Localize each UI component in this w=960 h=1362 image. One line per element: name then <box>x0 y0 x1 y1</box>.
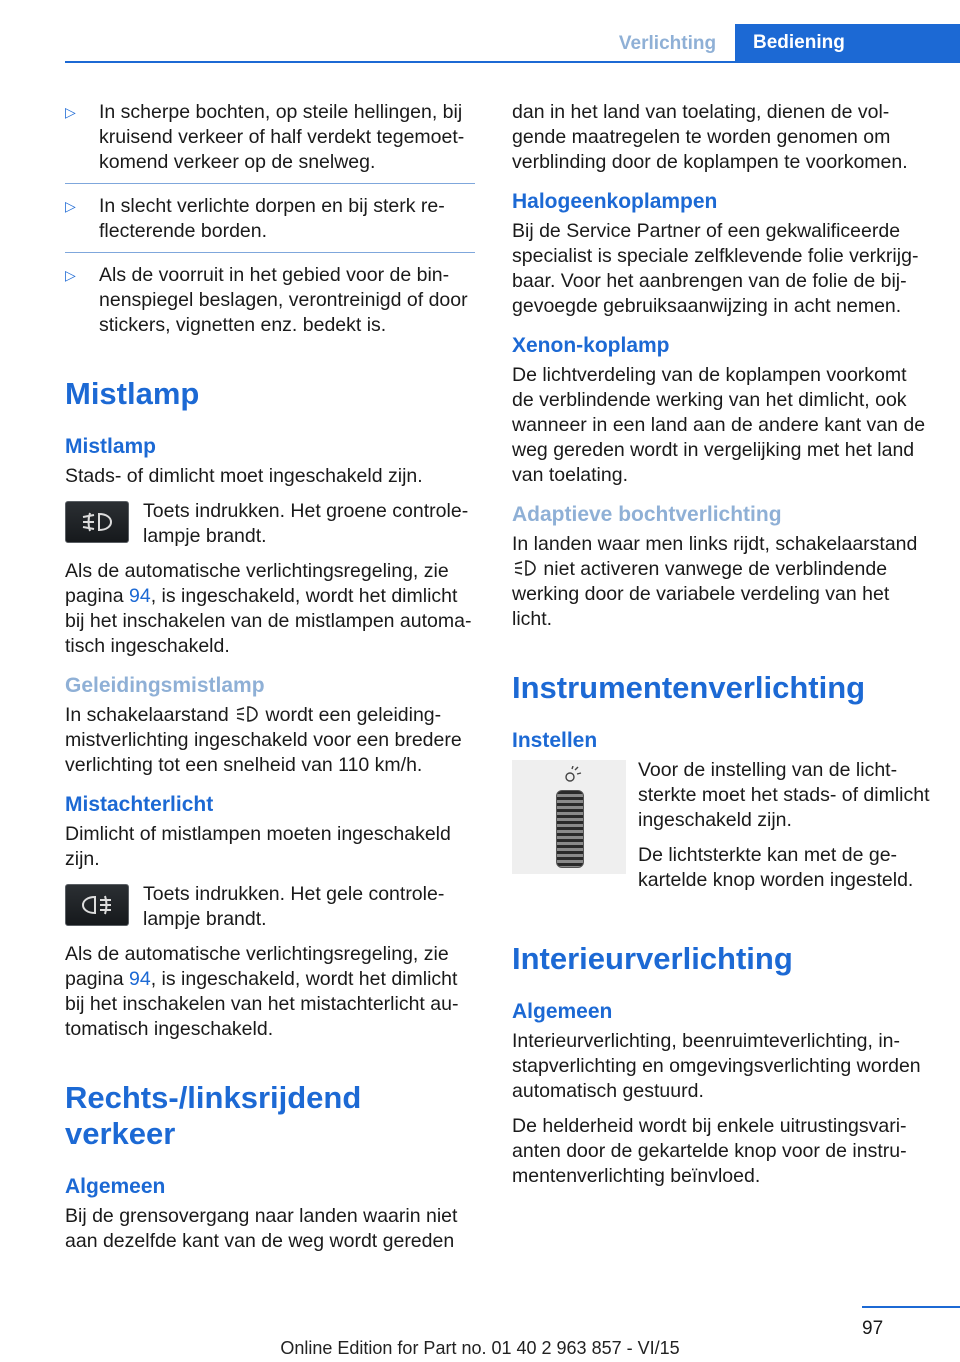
subheading-mistachterlicht: Mistachterlicht <box>65 793 214 816</box>
front-fog-lamp-icon <box>65 501 129 543</box>
paragraph: Bij de Service Partner of een gekwalificeerde specialist is speciale zelfklevende folie verkrijgbaar. Voor het aanbrengen van de folie de bijgevoegde gebruiksaanwijzing in acht nemen. <box>512 220 919 317</box>
heading-interieurverlichting: Interieurverlichting <box>512 941 793 976</box>
footer-rule <box>862 1306 960 1308</box>
knurled-knob <box>556 790 584 868</box>
paragraph: De helderheid wordt bij enkele uitrustingsvarianten door de gekartelde knop voor de instrumentenverlichting beïnvloed. <box>512 1115 907 1187</box>
triangle-bullet-icon: ▷ <box>65 198 76 214</box>
headlight-switch-icon <box>512 558 538 578</box>
subheading-algemeen: Algemeen <box>65 1175 166 1198</box>
subheading-adaptieve-bochtverlichting: Adaptieve bochtverlichting <box>512 503 782 526</box>
headlight-switch-icon <box>234 704 260 724</box>
paragraph: De lichtsterkte kan met de gekartelde knop worden ingesteld. <box>638 844 914 891</box>
right-column <box>512 100 932 1199</box>
section-xenon <box>512 333 932 488</box>
heading-instrumentenverlichting: Instrumentenverlichting <box>512 670 866 705</box>
subheading-algemeen: Algemeen <box>512 1000 613 1023</box>
subheading-mistlamp: Mistlamp <box>65 435 157 458</box>
heading-rechts-linksrijdend: Rechts-/linksrijdend verkeer <box>65 1080 362 1151</box>
left-column <box>65 100 475 1264</box>
list-item: ▷ Als de voorruit in het gebied voor de binnenspiegel beslagen, verontreinigd of door stickers, vignetten enz. bedekt is. <box>65 264 468 336</box>
heading-mistlamp: Mistlamp <box>65 376 200 411</box>
triangle-bullet-icon: ▷ <box>65 104 76 120</box>
section-mistachterlicht <box>65 792 475 1042</box>
subheading-geleidingsmistlamp: Geleidingsmistlamp <box>65 674 265 697</box>
front-fog-instruction <box>65 499 475 549</box>
page-link-94[interactable]: 94 <box>128 968 151 990</box>
paragraph: Stads- of dimlicht moet ingeschakeld zijn. <box>65 465 423 487</box>
paragraph: dan in het land van toelating, dienen de volgende maatregelen te worden genomen om verblinding door de koplampen te voorkomen. <box>512 101 908 173</box>
edition-footer: Online Edition for Part no. 01 40 2 963 857 - VI/15 <box>280 1338 680 1358</box>
paragraph: Toets indrukken. Het gele controlelampje brandt. <box>143 883 445 930</box>
rear-fog-lamp-icon <box>65 884 129 926</box>
paragraph: Interieurverlichting, beenruimteverlichting, instapverlichting en omgevingsverlichting worden automatisch gestuurd. <box>512 1030 921 1102</box>
paragraph: Toets indrukken. Het groene controlelampje brandt. <box>143 500 469 547</box>
brightness-symbol-icon <box>562 766 582 784</box>
dimmer-instruction <box>512 758 932 903</box>
rear-fog-instruction <box>65 882 475 932</box>
paragraph: Voor de instelling van de lichtsterkte moet het stads- of dimlicht ingeschakeld zijn. <box>638 759 930 831</box>
page-number: 97 <box>862 1318 884 1339</box>
triangle-bullet-icon: ▷ <box>65 267 76 283</box>
page-link-94[interactable]: 94 <box>128 585 151 607</box>
dimmer-knob-icon <box>512 760 626 874</box>
paragraph: Als de automatische verlichtingsregeling, zie pagina 94, is ingeschakeld, wordt het dimlicht bij het inschakelen van het mistachterlicht automatisch ingeschakeld. <box>65 943 459 1040</box>
condition-list <box>65 100 475 338</box>
section-adaptief <box>512 502 932 632</box>
subheading-xenon-koplamp: Xenon-koplamp <box>512 334 670 357</box>
paragraph: Als de automatische verlichtingsregeling, zie pagina 94, is ingeschakeld, wordt het dimlicht bij het inschakelen van de mistlampen automatisch ingeschakeld. <box>65 560 472 657</box>
paragraph: In landen waar men links rijdt, schakelaarstand niet activeren vanwege de verblindende werking door de variabele verdeling van het licht. <box>512 533 918 630</box>
section-geleiding <box>65 673 475 778</box>
header-rule <box>65 61 960 63</box>
header-tab-bediening[interactable]: Bediening <box>735 24 960 62</box>
list-item: ▷ In slecht verlichte dorpen en bij sterk reflecterende borden. <box>65 194 475 253</box>
header-tab-verlichting[interactable]: Verlichting <box>618 33 717 54</box>
list-item: ▷ In scherpe bochten, op steile hellingen, bij kruisend verkeer of half verdekt tegemoetkomend verkeer op de snelweg. <box>65 100 475 184</box>
paragraph: De lichtverdeling van de koplampen voorkomt de verblindende werking van het dimlicht, ook wanneer in een land aan de andere kant van de weg gereden wordt in vergelijking met het land van toelating. <box>512 364 926 486</box>
paragraph: Bij de grensovergang naar landen waarin niet aan dezelfde kant van de weg wordt gereden <box>65 1205 458 1252</box>
instellen-text <box>638 758 932 903</box>
paragraph: Dimlicht of mistlampen moeten ingeschakeld zijn. <box>65 823 451 870</box>
subheading-instellen: Instellen <box>512 729 598 752</box>
paragraph: In schakelaarstand wordt een geleidingmistverlichting ingeschakeld voor een bredere verlichting tot een snelheid van 110 km/h. <box>65 704 462 776</box>
subheading-halogeenkoplampen: Halogeenkoplampen <box>512 190 718 213</box>
section-halogeen <box>512 189 932 319</box>
